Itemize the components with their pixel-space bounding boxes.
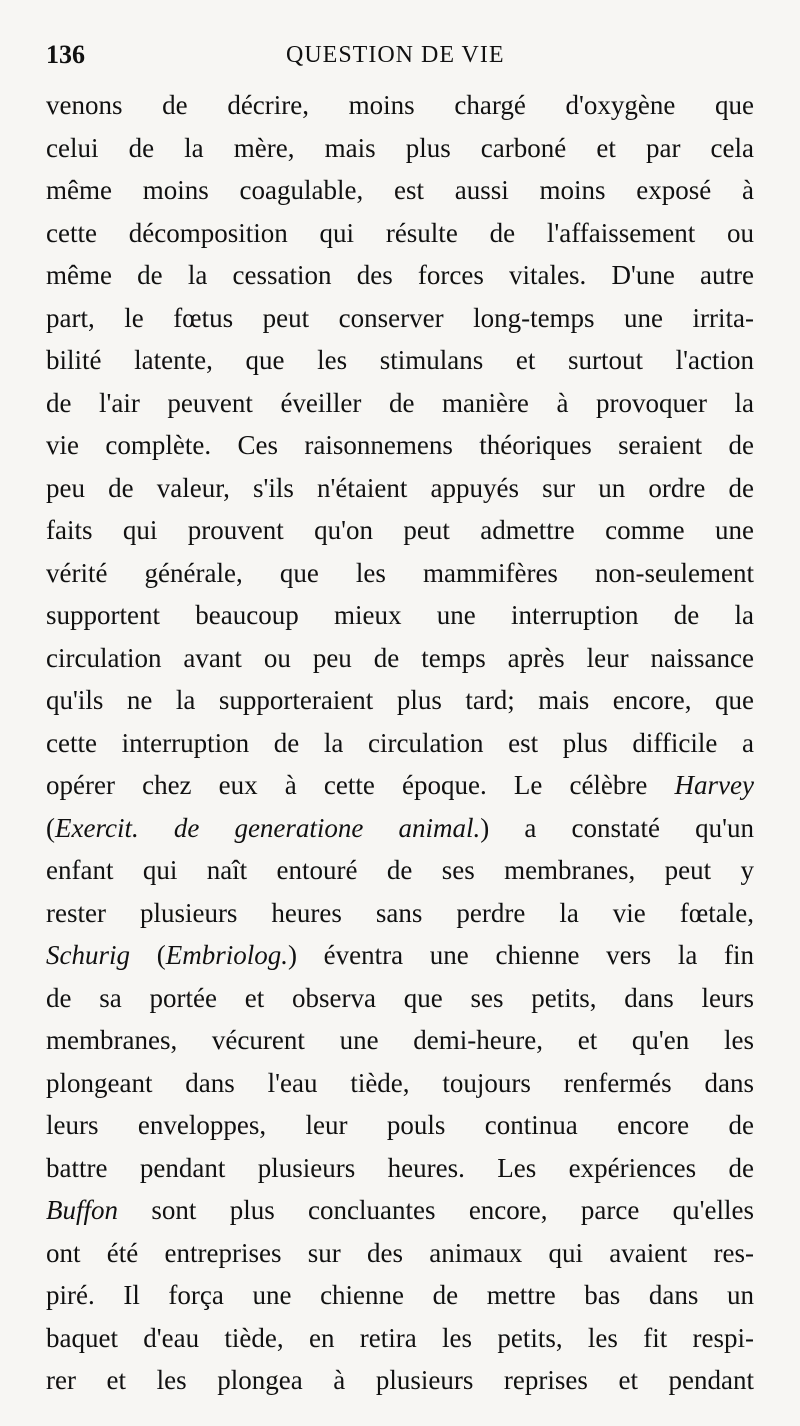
text-run: ) éventra une chienne vers la fin — [287, 940, 754, 970]
text-line: vérité générale, que les mammifères non-seulement — [46, 557, 754, 588]
text-run: sont plus concluantes encore, parce qu'elles — [118, 1195, 754, 1225]
text-line: baquet d'eau tiède, en retira les petits, les fit respi- — [46, 1322, 754, 1353]
italic-citation: Embriolog. — [165, 940, 288, 970]
text-line: supportent beaucoup mieux une interruption de la — [46, 600, 754, 630]
text-line: plongeant dans l'eau tiède, toujours renfermés dans — [46, 1067, 754, 1098]
italic-name-buffon: Buffon — [46, 1195, 118, 1225]
text-run: ( — [130, 940, 166, 970]
text-line: cette décomposition qui résulte de l'affaissement ou — [46, 217, 754, 248]
text-run: opérer chez eux à cette époque. Le célèbre — [46, 770, 675, 800]
text-line: ont été entreprises sur des animaux qui avaient res- — [46, 1237, 754, 1268]
text-line: qu'ils ne la supporteraient plus tard; mais encore, que — [46, 685, 754, 715]
italic-name-schurig: Schurig — [46, 940, 130, 970]
text-run: ( — [46, 812, 55, 843]
text-line: même de la cessation des forces vitales. D'une autre — [46, 260, 754, 290]
text-line: vie complète. Ces raisonnemens théoriques seraient de — [46, 430, 754, 460]
running-head: QUESTION DE VIE — [286, 42, 505, 68]
text-line: circulation avant ou peu de temps après leur naissance — [46, 642, 754, 673]
text-line: de l'air peuvent éveiller de manière à provoquer la — [46, 387, 754, 418]
text-line: leurs enveloppes, leur pouls continua encore de — [46, 1110, 754, 1140]
italic-name-harvey: Harvey — [674, 770, 754, 800]
text-run: ) a constaté qu'un — [480, 812, 754, 843]
page-header — [46, 40, 760, 80]
text-line: rer et les plongea à plusieurs reprises et pendant — [46, 1365, 754, 1395]
text-line: cette interruption de la circulation est plus difficile a — [46, 727, 754, 758]
text-line: celui de la mère, mais plus carboné et par cela — [46, 132, 754, 163]
text-line: membranes, vécurent une demi-heure, et qu'en les — [46, 1025, 754, 1055]
text-line — [46, 764, 754, 807]
text-line: venons de décrire, moins chargé d'oxygène que — [46, 90, 754, 120]
italic-citation: Exercit. de generatione animal. — [55, 812, 481, 843]
text-line: piré. Il força une chienne de mettre bas dans un — [46, 1280, 754, 1310]
text-line — [46, 807, 754, 850]
text-line: peu de valeur, s'ils n'étaient appuyés sur un ordre de — [46, 472, 754, 503]
text-line: même moins coagulable, est aussi moins exposé à — [46, 175, 754, 205]
text-line — [46, 1189, 754, 1232]
text-line — [46, 934, 754, 977]
body-text — [46, 84, 754, 1402]
text-line: part, le fœtus peut conserver long-temps une irrita- — [46, 302, 754, 333]
text-line: bilité latente, que les stimulans et surtout l'action — [46, 345, 754, 375]
text-line: de sa portée et observa que ses petits, dans leurs — [46, 982, 754, 1013]
text-line: enfant qui naît entouré de ses membranes, peut y — [46, 855, 754, 885]
text-line: battre pendant plusieurs heures. Les expériences de — [46, 1152, 754, 1183]
text-line: faits qui prouvent qu'on peut admettre comme une — [46, 515, 754, 545]
text-line: rester plusieurs heures sans perdre la vie fœtale, — [46, 897, 754, 928]
page-number: 136 — [46, 40, 85, 69]
